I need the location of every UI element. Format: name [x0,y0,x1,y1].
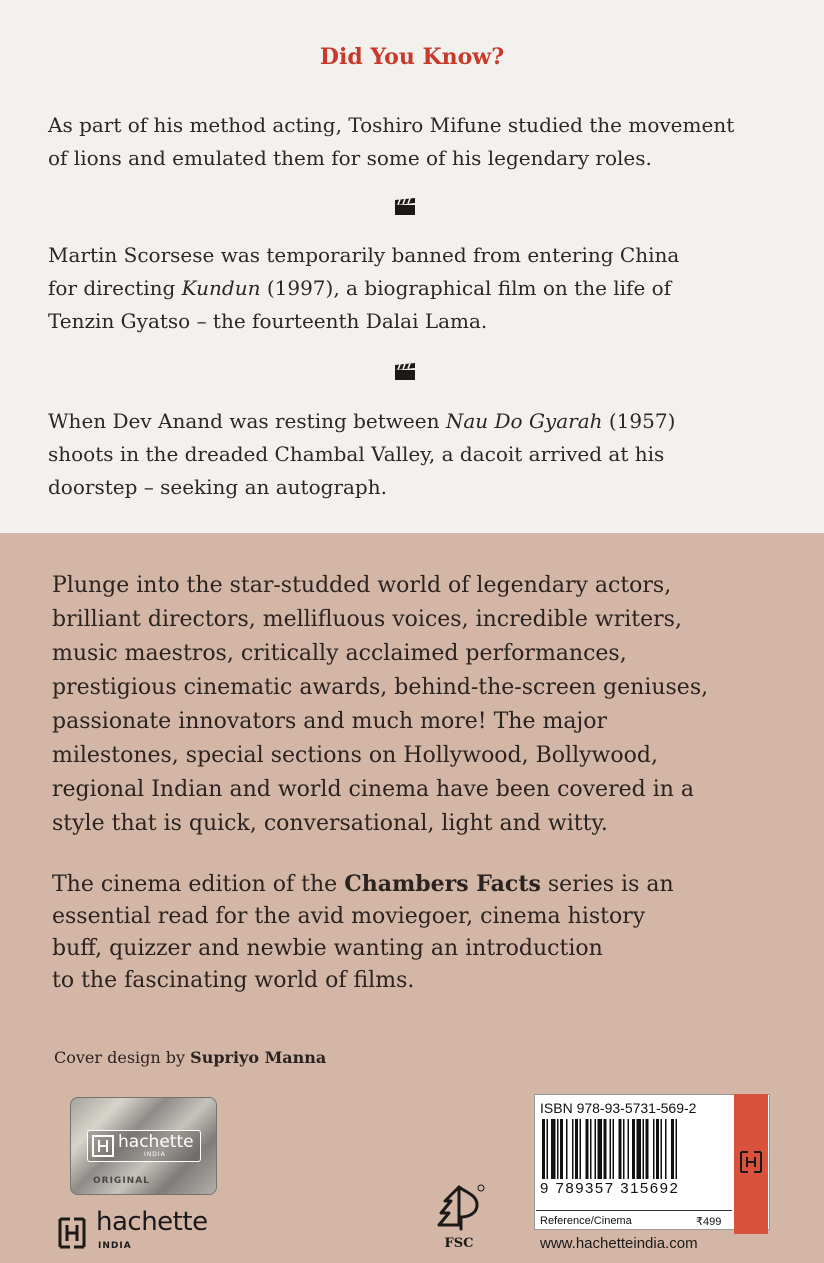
fact-3-line-3: doorstep – seeking an autograph. [48,475,387,499]
barcode-bar [566,1119,568,1179]
barcode-bar [632,1119,635,1179]
barcode-bar [665,1119,667,1179]
barcode-bar [542,1119,545,1179]
fact-2-line-2: for directing Kundun (1997), a biographical film on the life of [48,276,672,300]
publisher-website[interactable]: www.hachetteindia.com [540,1235,698,1252]
hologram-badge [87,1130,201,1162]
hologram-original-label: ORIGINAL [93,1176,150,1186]
description-line: milestones, special sections on Hollywood, Bollywood, [52,743,658,768]
did-you-know-title: Did You Know? [319,44,505,70]
barcode-bar [586,1119,589,1179]
publisher-sub: INDIA [98,1241,132,1251]
isbn-price: ₹499 [696,1216,722,1228]
barcode [540,1119,728,1179]
isbn-divider [536,1210,732,1211]
hachette-h-logo-icon [92,1135,114,1157]
description-paragraph-1 [52,569,792,841]
barcode-bar [575,1119,578,1179]
barcode-bar [572,1119,574,1179]
publisher-name: hachette [96,1207,208,1237]
designer-name: Supriyo Manna [190,1048,327,1067]
barcode-bar [551,1119,556,1179]
barcode-bar [643,1119,645,1179]
barcode-bar [598,1119,603,1179]
description-line: essential read for the avid moviegoer, cinema history [52,904,646,929]
barcode-bar [653,1119,655,1179]
fact-3-line-2: shoots in the dreaded Chambal Valley, a dacoit arrived at his [48,442,665,466]
barcode-bar [671,1119,674,1179]
barcode-bar [628,1119,630,1179]
hologram-brand: hachette [118,1132,194,1152]
barcode-bar [623,1119,625,1179]
description-line: regional Indian and world cinema have been covered in a [52,777,695,802]
description-line: buff, quizzer and newbie wanting an introduction [52,936,603,961]
hachette-h-logo-icon [739,1150,763,1174]
isbn-category: Reference/Cinema [540,1215,632,1227]
description-line: music maestros, critically acclaimed performances, [52,641,627,666]
barcode-bar [595,1119,597,1179]
cover-design-credit: Cover design by Supriyo Manna [54,1048,327,1067]
barcode-bar [661,1119,663,1179]
barcode-bar [646,1119,649,1179]
fact-2 [48,239,788,338]
description-line: The cinema edition of the Chambers Facts series is an [52,871,674,897]
barcode-digits: 9 789357 315692 [540,1180,680,1197]
barcode-bar [613,1119,615,1179]
hologram-sub: INDIA [144,1151,166,1158]
barcode-bar [619,1119,622,1179]
description-line: style that is quick, conversational, light and witty. [52,811,608,836]
barcode-bar [656,1119,659,1179]
fact-2-line-3: Tenzin Gyatso – the fourteenth Dalai Lama. [48,309,488,333]
clapperboard-icon [394,363,416,381]
barcode-bar [547,1119,549,1179]
fact-1-line-2: of lions and emulated them for some of his legendary roles. [48,146,652,170]
fact-1 [48,109,788,175]
fact-3 [48,405,788,504]
barcode-bar [557,1119,559,1179]
fact-3-line-1: When Dev Anand was resting between Nau Do Gyarah (1957) [48,409,676,433]
barcode-bar [590,1119,592,1179]
fact-1-line-1: As part of his method acting, Toshiro Mifune studied the movement [48,113,735,137]
film-title-nau-do-gyarah: Nau Do Gyarah [445,409,603,433]
barcode-bar [560,1119,563,1179]
barcode-bar [610,1119,612,1179]
film-title-kundun: Kundun [181,276,261,300]
fact-2-line-1: Martin Scorsese was temporarily banned from entering China [48,243,680,267]
isbn-number: ISBN 978-93-5731-569-2 [540,1100,697,1116]
fsc-tree-icon [431,1183,487,1233]
barcode-bar [580,1119,582,1179]
hologram-sticker [70,1097,217,1195]
description-line: to the fascinating world of films. [52,968,415,993]
description-paragraph-2 [52,868,792,997]
fsc-label: FSC [444,1236,474,1251]
barcode-bar [604,1119,607,1179]
description-line: prestigious cinematic awards, behind-the-screen geniuses, [52,675,709,700]
barcode-bar [637,1119,642,1179]
description-line: brilliant directors, mellifluous voices, incredible writers, [52,607,682,632]
description-line: Plunge into the star-studded world of legendary actors, [52,573,672,598]
hachette-h-logo-icon [57,1217,87,1249]
barcode-bar [676,1119,678,1179]
clapperboard-icon [394,198,416,216]
description-line: passionate innovators and much more! The major [52,709,608,734]
series-name: Chambers Facts [344,871,541,897]
